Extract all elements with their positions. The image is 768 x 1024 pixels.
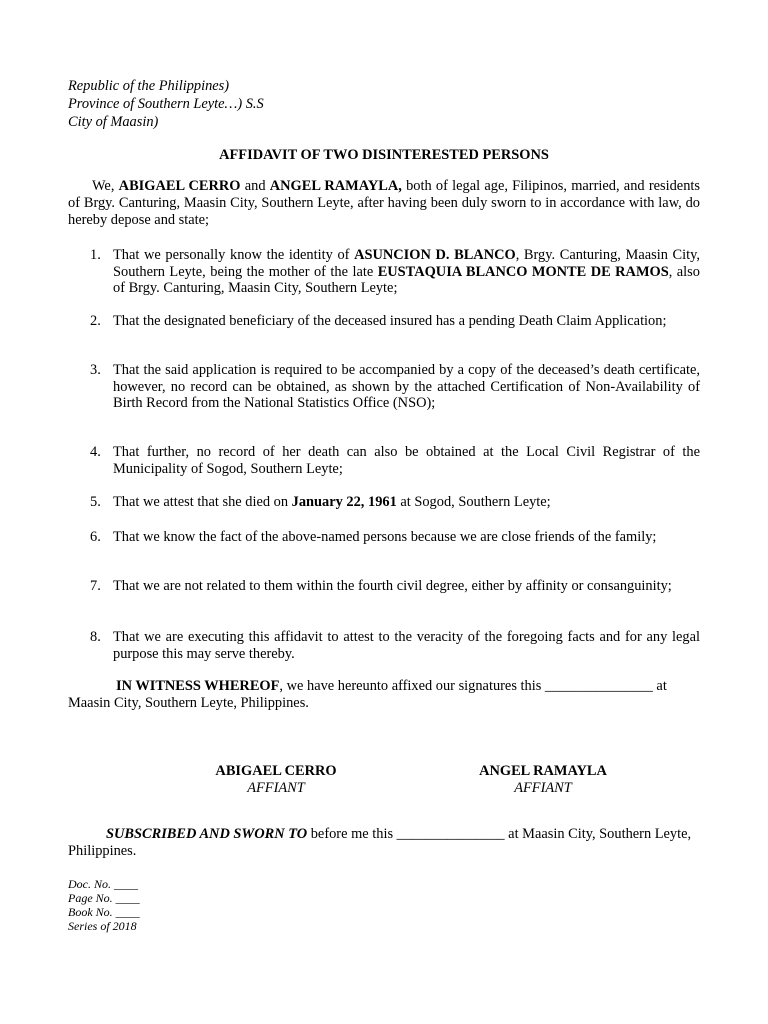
item-text-part: at Sogod, Southern Leyte;: [396, 494, 551, 510]
statement-item: [68, 444, 700, 477]
intro-text: and: [240, 178, 270, 194]
item-text-part: That we attest that she died on: [113, 494, 292, 510]
statement-item: [68, 313, 700, 330]
item-text: [113, 494, 700, 511]
item-text: That the designated beneficiary of the deceased insured has a pending Death Claim Application;: [113, 313, 667, 329]
witness-heading: IN WITNESS WHEREOF: [116, 678, 280, 694]
item-text-part: That we personally know the identity of: [113, 247, 355, 263]
item-text: That the said application is required to be accompanied by a copy of the deceased’s death certificate, however, no record can be obtained, as shown by the attached Certification of Non-Availability of Birth Record from the National Statistics Office (NSO);: [113, 362, 700, 411]
notarial-register-block: [68, 877, 140, 933]
venue-line-province: Province of Southern Leyte…) S.S: [68, 96, 264, 112]
item-text-part: , also of Brgy. Canturing, Maasin City, Southern Leyte;: [113, 263, 700, 296]
intro-text: both of legal age, Filipinos, married, and residents of Brgy. Canturing, Maasin City, Southern Leyte, after having been duly sworn to in accordance with law, do hereby depose and state;: [68, 178, 700, 228]
jurat-text: before me this _______________ at Maasin City, Southern Leyte, Philippines.: [68, 826, 692, 859]
signatory-role: AFFIANT: [514, 780, 572, 796]
item-text: That we know the fact of the above-named persons because we are close friends of the family;: [113, 529, 657, 545]
signatory-role: AFFIANT: [247, 780, 305, 796]
item-number: 6.: [90, 529, 101, 545]
document-title: AFFIDAVIT OF TWO DISINTERESTED PERSONS: [219, 147, 549, 163]
affiant-name-1: ABIGAEL CERRO: [118, 178, 241, 194]
signature-block-1: [186, 763, 366, 797]
page-number: Page No. ____: [68, 891, 140, 905]
venue-block: [68, 77, 264, 131]
item-number: 4.: [90, 444, 101, 460]
jurat-paragraph: [68, 826, 700, 860]
venue-line-republic: Republic of the Philippines): [68, 78, 230, 94]
item-number: 2.: [90, 313, 101, 329]
intro-paragraph: [68, 178, 700, 229]
statement-item: [68, 494, 700, 511]
statement-item: [68, 529, 700, 546]
venue-line-city: City of Maasin): [68, 114, 159, 130]
item-number: 3.: [90, 362, 101, 378]
book-number: Book No. ____: [68, 905, 140, 919]
series-year: Series of 2018: [68, 919, 137, 933]
witness-text: , we have hereunto affixed our signatures this _______________ at Maasin City, Southern Leyte, Philippines.: [68, 678, 667, 711]
item-text: [113, 247, 700, 297]
intro-text: We,: [92, 178, 119, 194]
signatory-name: ANGEL RAMAYLA: [479, 763, 607, 779]
statement-item: [68, 578, 700, 595]
item-number: 7.: [90, 578, 101, 594]
death-date: January 22, 1961: [291, 494, 397, 510]
signature-block-2: [453, 763, 633, 797]
item-text: That we are executing this affidavit to attest to the veracity of the foregoing facts and for any legal purpose this may serve thereby.: [113, 629, 700, 662]
signatory-name: ABIGAEL CERRO: [215, 763, 337, 779]
item-number: 5.: [90, 494, 101, 510]
witness-paragraph: [68, 678, 700, 712]
person-name: ASUNCION D. BLANCO: [354, 247, 516, 263]
item-number: 8.: [90, 629, 101, 645]
item-text: That further, no record of her death can also be obtained at the Local Civil Registrar of the Municipality of Sogod, Southern Leyte;: [113, 444, 700, 477]
item-text-part: , Brgy. Canturing, Maasin City, Southern Leyte, being the mother of the late: [113, 247, 700, 280]
item-number: 1.: [90, 247, 101, 263]
item-text: That we are not related to them within the fourth civil degree, either by affinity or consanguinity;: [113, 578, 672, 594]
statement-item: [68, 247, 700, 297]
jurat-heading: SUBSCRIBED AND SWORN TO: [106, 826, 308, 842]
person-name: EUSTAQUIA BLANCO MONTE DE RAMOS: [377, 263, 669, 280]
doc-number: Doc. No. ____: [68, 877, 138, 891]
statement-item: [68, 629, 700, 662]
statement-item: [68, 362, 700, 412]
affiant-name-2: ANGEL RAMAYLA,: [269, 178, 402, 194]
